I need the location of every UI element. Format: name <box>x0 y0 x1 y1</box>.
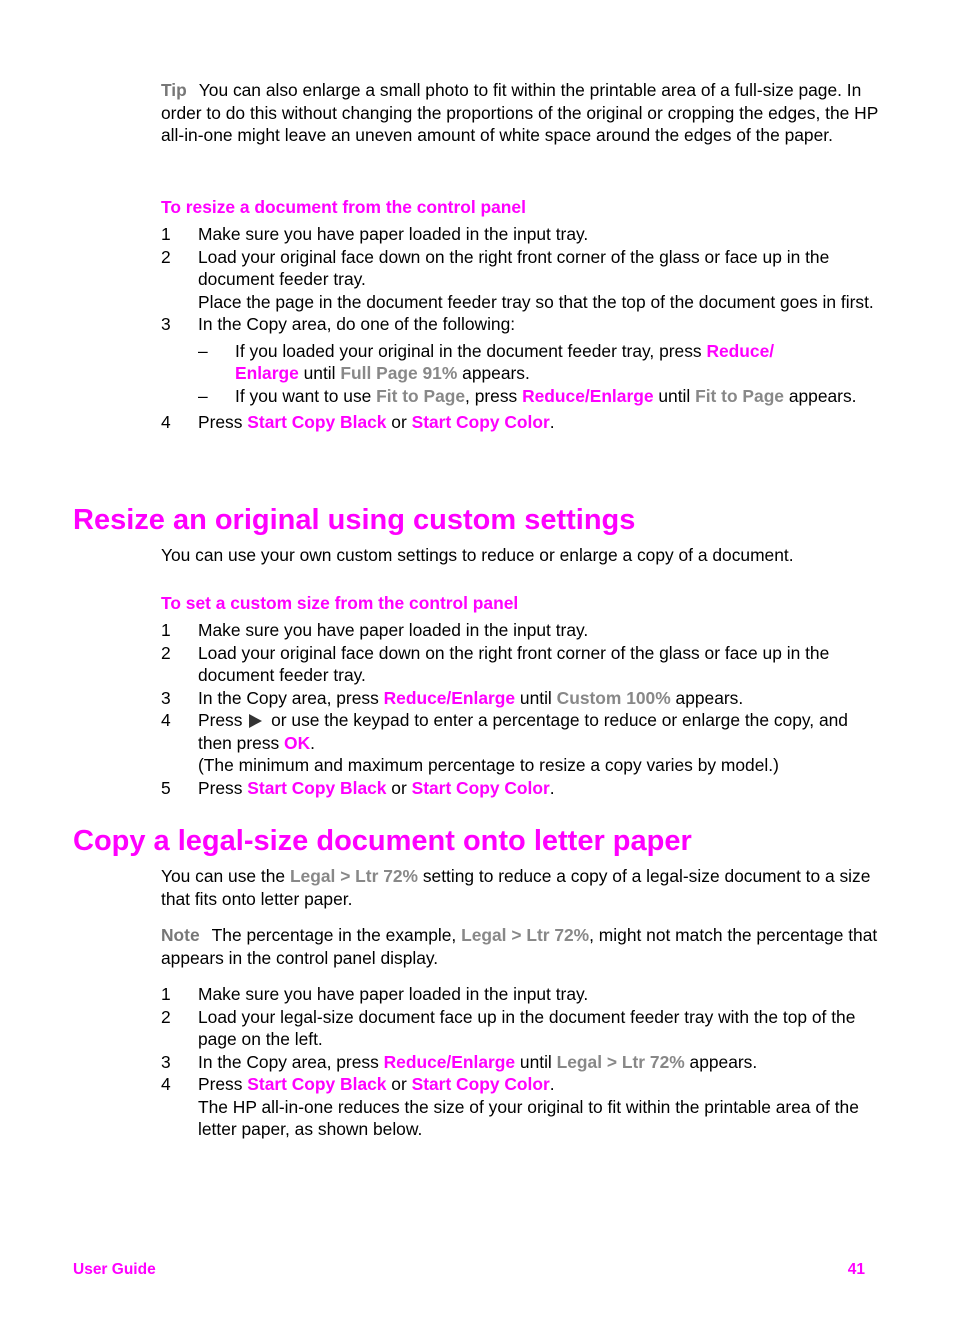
step-text: In the Copy area, press <box>198 1051 384 1072</box>
list-item <box>161 1006 881 1051</box>
start-copy-black-key: Start Copy Black <box>247 1074 387 1094</box>
step-number: 4 <box>161 710 171 730</box>
reduce-enlarge-key: Reduce/Enlarge <box>383 687 516 708</box>
step-text: Load your original face down on the right front corner of the glass or face up in the document feeder tray. <box>198 642 830 685</box>
list-item <box>161 983 881 1006</box>
list-item <box>161 687 881 710</box>
step-text: Press <box>198 777 248 798</box>
full-page-91-setting: Full Page 91% <box>340 363 458 383</box>
start-copy-black-key: Start Copy Black <box>247 412 387 432</box>
list-item <box>161 1051 881 1074</box>
step-number: 1 <box>161 224 171 244</box>
legal-ltr-72-setting: Legal > Ltr 72% <box>556 1051 685 1072</box>
intro-text: setting to reduce a copy of a legal-size document to a size that fits onto letter paper. <box>161 866 871 909</box>
step-number: 4 <box>161 1074 171 1094</box>
step-number: 2 <box>161 1006 171 1027</box>
sub-list-item <box>161 340 881 385</box>
custom-100-setting: Custom 100% <box>556 687 671 708</box>
sub-list-item <box>161 385 881 408</box>
step-text: Make sure you have paper loaded in the input tray. <box>198 224 589 244</box>
intro-text: You can use the <box>161 866 290 886</box>
step-number: 2 <box>161 642 171 663</box>
step-text: or use the keypad to enter a percentage to reduce or enlarge the copy, and then press <box>198 710 848 753</box>
procedure-resize-steps <box>161 223 881 434</box>
note-text: The percentage in the example, <box>211 925 462 945</box>
footer-doc-title: User Guide <box>73 1261 156 1278</box>
sub-text: appears. <box>783 385 857 406</box>
sub-text: If you want to use <box>235 385 377 406</box>
sub-text: appears. <box>457 363 530 383</box>
dash-bullet: – <box>198 340 208 361</box>
note-block <box>161 924 881 969</box>
fit-to-page-setting: Fit to Page <box>376 385 466 406</box>
step-text: . <box>549 412 555 432</box>
list-item <box>161 313 881 336</box>
step-text: Make sure you have paper loaded in the input tray. <box>198 620 589 640</box>
right-arrow-icon <box>249 714 262 728</box>
step-number: 2 <box>161 246 171 267</box>
step-text: Press <box>198 1074 248 1094</box>
step-text: In the Copy area, press <box>198 687 384 708</box>
step-text: Load your original face down on the right front corner of the glass or face up in the document feeder tray. <box>198 246 830 289</box>
step-text: . <box>549 777 555 798</box>
start-copy-black-key: Start Copy Black <box>247 777 387 798</box>
step-number: 1 <box>161 620 171 640</box>
sub-text: until <box>298 363 341 383</box>
step-number: 1 <box>161 984 171 1004</box>
tip-text: You can also enlarge a small photo to fit within the printable area of a full-size page. In order to do this without changing the proportions of the original or cropping the edges, the HP all-in-one might leave an uneven amount of white space around the edges of the paper. <box>161 80 879 145</box>
sub-text: If you loaded your original in the document feeder tray, press <box>235 340 707 361</box>
step-text: In the Copy area, do one of the following: <box>198 314 516 334</box>
note-text: , might not match the percentage that appears in the control panel display. <box>161 925 878 968</box>
list-item <box>161 619 881 642</box>
step-text: . <box>310 732 315 753</box>
list-item <box>161 223 881 246</box>
section-intro: You can use your own custom settings to reduce or enlarge a copy of a document. <box>161 545 794 565</box>
reduce-enlarge-key: Reduce/Enlarge <box>383 1051 516 1072</box>
step-text: Press <box>198 710 248 730</box>
step-note: (The minimum and maximum percentage to resize a copy varies by model.) <box>198 755 779 775</box>
fit-to-page-setting: Fit to Page <box>695 385 784 406</box>
step-text: Press <box>198 412 248 432</box>
step-text: or <box>386 1074 412 1094</box>
section-title-legal-to-letter: Copy a legal-size document onto letter paper <box>73 825 692 857</box>
reduce-enlarge-key: Reduce/ Enlarge <box>235 340 775 383</box>
section-intro <box>161 865 881 910</box>
reduce-enlarge-key: Reduce/Enlarge <box>522 385 654 406</box>
step-text: or <box>386 777 412 798</box>
start-copy-color-key: Start Copy Color <box>411 777 550 798</box>
list-item <box>161 709 881 777</box>
start-copy-color-key: Start Copy Color <box>411 412 550 432</box>
step-text: appears. <box>670 687 744 708</box>
list-item <box>161 777 881 800</box>
sub-text: until <box>653 385 696 406</box>
sub-text: , press <box>465 385 523 406</box>
step-text: . <box>549 1074 555 1094</box>
list-item <box>161 642 881 687</box>
step-note: Place the page in the document feeder tray so that the top of the document goes in first. <box>198 291 874 312</box>
step-note: The HP all-in-one reduces the size of your original to fit within the printable area of the letter paper, as shown below. <box>198 1096 859 1139</box>
step-number: 3 <box>161 314 171 334</box>
procedure-heading-custom-size: To set a custom size from the control panel <box>161 593 519 613</box>
section-title-custom-settings: Resize an original using custom settings <box>73 504 636 536</box>
legal-ltr-72-setting: Legal > Ltr 72% <box>289 866 418 886</box>
procedure-custom-steps <box>161 619 881 799</box>
step-text: until <box>515 687 557 708</box>
tip-block <box>161 79 881 147</box>
tip-label: Tip <box>161 80 187 100</box>
page-number: 41 <box>847 1261 865 1278</box>
list-item <box>161 1073 881 1141</box>
procedure-legal-steps <box>161 983 881 1141</box>
step-number: 4 <box>161 412 171 432</box>
step-text: or <box>386 412 412 432</box>
dash-bullet: – <box>198 385 208 406</box>
start-copy-color-key: Start Copy Color <box>411 1074 550 1094</box>
note-label: Note <box>161 925 200 945</box>
list-item <box>161 411 881 434</box>
step-text: until <box>515 1051 557 1072</box>
ok-key: OK <box>284 732 311 753</box>
step-text: Make sure you have paper loaded in the input tray. <box>198 984 589 1004</box>
legal-ltr-72-setting: Legal > Ltr 72% <box>461 925 590 945</box>
step-text: appears. <box>684 1051 758 1072</box>
list-item <box>161 246 881 314</box>
step-text: Load your legal-size document face up in the document feeder tray with the top of the page on the left. <box>198 1006 856 1049</box>
step-number: 5 <box>161 777 171 798</box>
step-number: 3 <box>161 687 171 708</box>
step-number: 3 <box>161 1051 171 1072</box>
procedure-heading-resize: To resize a document from the control panel <box>161 197 526 217</box>
